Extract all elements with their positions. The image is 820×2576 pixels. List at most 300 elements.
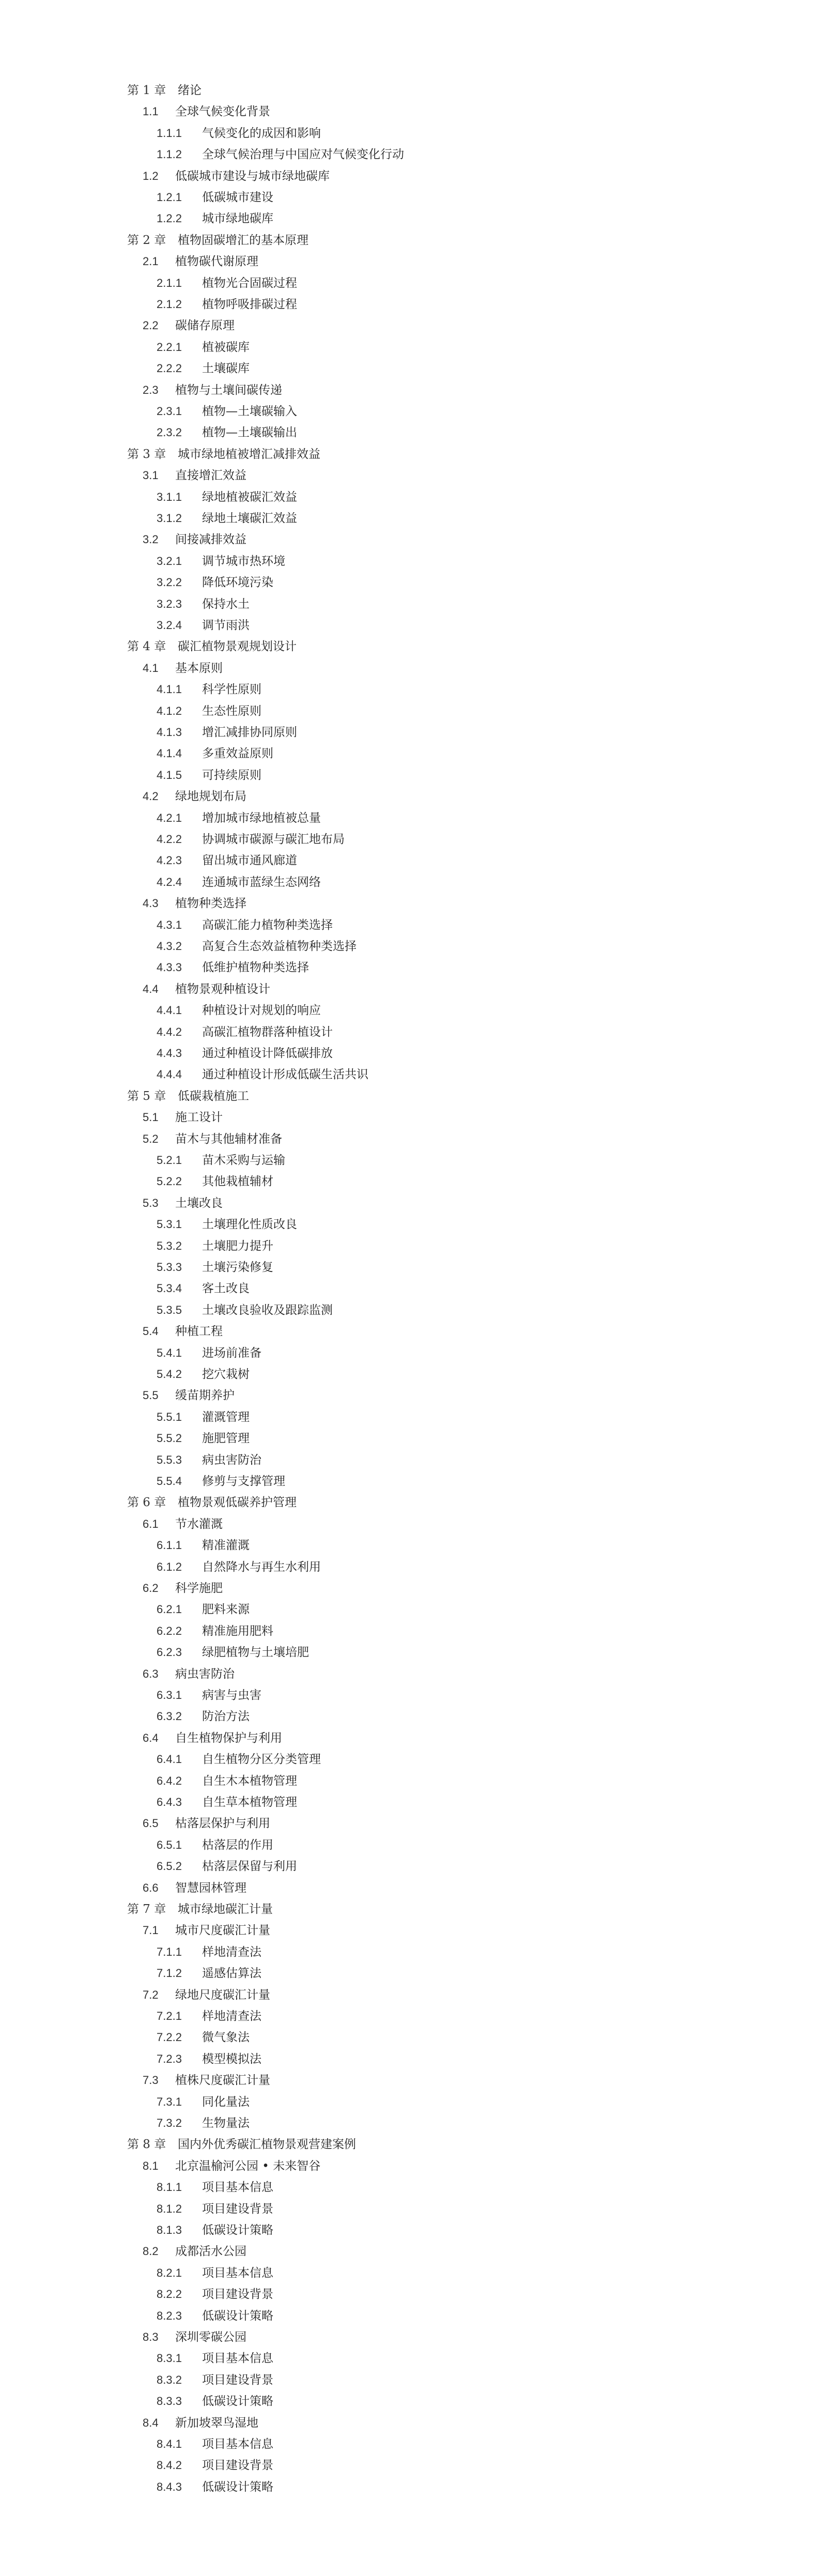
section-entry [143,1577,223,1599]
entry-number: 4.3.2 [157,940,182,953]
subsection-entry [157,914,333,936]
entry-number: 6.3.1 [157,1689,182,1701]
entry-number: 8.2.2 [157,2288,182,2301]
entry-number: 6.1.1 [157,1539,182,1552]
entry-number: 5.3.5 [157,1304,182,1316]
subsection-entry [157,2176,273,2198]
entry-title: 低碳城市建设与城市绿地碳库 [175,170,330,183]
subsection-entry [157,722,297,743]
subsection-entry [157,358,250,379]
entry-title: 枯落层的作用 [202,1838,273,1852]
entry-number: 5.3.4 [157,1282,182,1295]
entry-title: 低碳栽植施工 [178,1090,249,1103]
entry-number: 8.3.3 [157,2395,182,2408]
entry-number: 4.2.1 [157,811,182,824]
subsection-entry [157,764,261,786]
entry-number: 2.3.2 [157,426,182,439]
section-entry [143,978,270,1000]
entry-number: 6.6 [143,1881,159,1894]
section-entry [143,251,258,272]
subsection-entry [157,1941,261,1963]
subsection-entry [157,1428,250,1449]
entry-number: 5.4.2 [157,1368,182,1381]
subsection-entry [157,1556,321,1578]
entry-number: 4.4.3 [157,1047,182,1060]
entry-number: 5.3 [143,1197,159,1209]
entry-number: 8.4.3 [157,2480,182,2493]
entry-title: 植物固碳增汇的基本原理 [178,234,308,247]
entry-number: 8.1 [143,2159,159,2172]
entry-number: 2.2 [143,319,159,332]
section-entry [143,1984,270,2006]
entry-title: 协调城市碳源与碳汇地布局 [202,833,345,846]
entry-number: 6.5.2 [157,1860,182,1873]
entry-number: 3.2.3 [157,597,182,610]
subsection-entry [157,550,285,572]
section-entry [143,315,235,336]
entry-number: 第 6 章 [127,1496,166,1509]
entry-number: 4.3.1 [157,918,182,931]
chapter-heading [127,636,297,657]
subsection-entry [157,401,297,422]
entry-title: 模型模拟法 [202,2052,261,2066]
entry-title: 防治方法 [202,1710,250,1723]
entry-title: 项目建设背景 [202,2288,273,2301]
entry-number: 4.4.4 [157,1068,182,1081]
entry-number: 6.4.2 [157,1774,182,1787]
section-entry [143,1128,282,1150]
chapter-heading [127,2134,356,2155]
entry-number: 8.2.3 [157,2309,182,2322]
entry-number: 6.2.2 [157,1624,182,1637]
section-entry [143,1877,246,1899]
subsection-entry [157,1235,273,1257]
entry-title: 缓苗期养护 [175,1389,235,1402]
entry-title: 高复合生态效益植物种类选择 [202,940,357,953]
subsection-entry [157,2027,250,2048]
entry-number: 1.1.1 [157,127,182,140]
entry-title: 土壤污染修复 [202,1261,273,1274]
subsection-entry [157,679,261,700]
entry-title: 自生木本植物管理 [202,1774,297,1788]
entry-title: 项目建设背景 [202,2459,273,2472]
subsection-entry [157,850,297,871]
section-entry [143,2412,258,2434]
subsection-entry [157,1064,368,1085]
entry-title: 土壤理化性质改良 [202,1218,297,1231]
entry-title: 成都活水公园 [175,2245,246,2258]
entry-title: 施肥管理 [202,1432,250,1445]
entry-title: 通过种植设计形成低碳生活共识 [202,1068,368,1081]
entry-number: 6.3.2 [157,1710,182,1723]
section-entry [143,2326,246,2348]
entry-title: 植物—土壤碳输入 [202,405,297,418]
section-entry [143,2241,246,2262]
entry-number: 5.5.1 [157,1410,182,1423]
entry-number: 第 1 章 [127,84,166,97]
subsection-entry [157,2112,250,2134]
entry-number: 6.1 [143,1517,159,1530]
subsection-entry [157,1620,273,1642]
entry-number: 4.2.3 [157,854,182,867]
entry-title: 自生植物分区分类管理 [202,1753,321,1766]
subsection-entry [157,2262,273,2284]
entry-title: 进场前准备 [202,1346,261,1360]
entry-title: 项目基本信息 [202,2266,273,2280]
subsection-entry [157,294,297,315]
subsection-entry [157,2005,261,2027]
entry-number: 4.4 [143,983,159,995]
entry-number: 7.1.1 [157,1945,182,1958]
entry-number: 1.2.1 [157,191,182,204]
subsection-entry [157,572,273,593]
entry-title: 绿地规划布局 [175,790,246,803]
entry-number: 5.4.1 [157,1346,182,1359]
entry-title: 低碳城市建设 [202,191,273,204]
entry-number: 1.1 [143,105,159,118]
section-entry [143,1192,223,1214]
section-entry [143,465,246,486]
subsection-entry [157,336,250,358]
entry-number: 3.1.2 [157,512,182,525]
entry-title: 自然降水与再生水利用 [202,1560,321,1574]
entry-title: 直接增汇效益 [175,469,246,482]
entry-number: 8.2.1 [157,2266,182,2279]
entry-number: 5.5.2 [157,1432,182,1445]
entry-number: 5.2.2 [157,1175,182,1188]
entry-title: 植被碳库 [202,341,250,354]
section-entry [143,657,223,679]
entry-number: 6.1.2 [157,1560,182,1573]
entry-title: 灌溉管理 [202,1410,250,1424]
entry-title: 挖穴栽树 [202,1368,250,1381]
entry-title: 微气象法 [202,2031,250,2044]
entry-title: 项目基本信息 [202,2181,273,2194]
entry-title: 种植设计对规划的响应 [202,1004,321,1017]
subsection-entry [157,807,321,829]
section-entry [143,1920,270,1941]
subsection-entry [157,1791,297,1813]
subsection-entry [157,957,309,978]
entry-number: 4.1.1 [157,683,182,696]
entry-number: 3.2.2 [157,576,182,589]
section-entry [143,529,246,550]
subsection-entry [157,187,273,208]
entry-title: 同化量法 [202,2095,250,2109]
subsection-entry [157,2305,273,2327]
entry-title: 科学性原则 [202,683,261,696]
entry-number: 7.2 [143,1988,159,2001]
subsection-entry [157,144,404,165]
section-entry [143,1727,282,1749]
subsection-entry [157,1214,297,1235]
subsection-entry [157,2390,273,2412]
subsection-entry [157,1021,333,1043]
entry-title: 全球气候变化背景 [175,105,270,118]
entry-title: 间接减排效益 [175,533,246,546]
section-entry [143,101,270,122]
entry-number: 7.2.3 [157,2052,182,2065]
entry-number: 8.4.2 [157,2459,182,2472]
entry-title: 深圳零碳公园 [175,2330,246,2344]
entry-title: 遥感估算法 [202,1967,261,1980]
entry-number: 第 3 章 [127,448,166,461]
subsection-entry [157,1706,250,1727]
entry-title: 绿地植被碳汇效益 [202,490,297,504]
subsection-entry [157,871,321,893]
subsection-entry [157,743,273,764]
entry-title: 病害与虫害 [202,1689,261,1702]
entry-title: 国内外优秀碳汇植物景观营建案例 [178,2138,356,2151]
entry-title: 土壤改良 [175,1197,223,1210]
entry-number: 5.3.3 [157,1261,182,1274]
entry-title: 低维护植物种类选择 [202,961,309,974]
subsection-entry [157,1770,297,1792]
subsection-entry [157,2048,261,2070]
subsection-entry [157,1449,261,1471]
subsection-entry [157,2476,273,2498]
subsection-entry [157,2283,273,2305]
entry-title: 精准灌溉 [202,1539,250,1552]
entry-title: 病虫害防治 [202,1453,261,1467]
entry-title: 种植工程 [175,1325,223,1338]
section-entry [143,786,246,807]
entry-title: 城市绿地碳汇计量 [178,1903,273,1916]
subsection-entry [157,2455,273,2476]
entry-number: 5.3.1 [157,1218,182,1231]
entry-number: 8.3.2 [157,2373,182,2386]
subsection-entry [157,1299,333,1321]
entry-number: 5.5 [143,1389,159,1402]
subsection-entry [157,1684,261,1706]
entry-number: 8.1.2 [157,2202,182,2215]
section-entry [143,893,246,914]
entry-number: 第 4 章 [127,640,166,653]
entry-number: 7.2.1 [157,2010,182,2022]
entry-title: 留出城市通风廊道 [202,854,297,867]
entry-number: 3.2 [143,533,159,546]
section-entry [143,379,282,401]
entry-title: 项目建设背景 [202,2373,273,2387]
entry-number: 6.2 [143,1582,159,1594]
subsection-entry [157,1363,250,1385]
subsection-entry [157,1171,273,1192]
entry-number: 4.4.1 [157,1004,182,1017]
subsection-entry [157,1278,250,1299]
entry-number: 2.1.1 [157,277,182,289]
entry-title: 项目建设背景 [202,2202,273,2216]
subsection-entry [157,2219,273,2241]
entry-number: 6.4.1 [157,1753,182,1766]
entry-number: 第 7 章 [127,1903,166,1916]
entry-title: 苗木与其他辅材准备 [175,1132,282,1146]
entry-number: 3.1.1 [157,490,182,503]
entry-number: 4.3 [143,897,159,910]
entry-title: 绿肥植物与土壤培肥 [202,1646,309,1659]
section-entry [143,1813,270,1834]
chapter-heading [127,1085,249,1107]
subsection-entry [157,700,261,722]
entry-title: 植物与土壤间碳传递 [175,384,282,397]
subsection-entry [157,1599,250,1620]
section-entry [143,2155,320,2177]
entry-title: 城市尺度碳汇计量 [175,1924,270,1937]
entry-number: 7.1.2 [157,1967,182,1980]
section-entry [143,1663,235,1685]
entry-number: 5.4 [143,1325,159,1338]
entry-title: 碳储存原理 [175,319,235,332]
section-entry [143,1107,223,1128]
subsection-entry [157,486,297,508]
entry-number: 7.2.2 [157,2031,182,2044]
entry-title: 碳汇植物景观规划设计 [178,640,297,653]
subsection-entry [157,615,250,636]
entry-number: 8.4 [143,2416,159,2429]
entry-title: 科学施肥 [175,1582,223,1595]
entry-title: 样地清查法 [202,2010,261,2023]
entry-title: 植物碳代谢原理 [175,255,258,268]
entry-title: 多重效益原则 [202,747,273,760]
entry-number: 第 8 章 [127,2138,166,2151]
entry-number: 第 2 章 [127,234,166,247]
entry-number: 2.3.1 [157,405,182,418]
entry-number: 5.1 [143,1111,159,1124]
entry-number: 5.5.3 [157,1453,182,1466]
entry-number: 6.4 [143,1731,159,1744]
chapter-heading [127,80,202,101]
entry-title: 增加城市绿地植被总量 [202,811,321,825]
entry-title: 高碳汇植物群落种植设计 [202,1025,333,1039]
entry-title: 城市绿地碳库 [202,212,273,225]
entry-title: 枯落层保留与利用 [202,1860,297,1873]
entry-title: 其他栽植辅材 [202,1175,273,1188]
entry-title: 保持水土 [202,597,250,611]
entry-title: 施工设计 [175,1111,223,1124]
entry-title: 自生植物保护与利用 [175,1731,282,1745]
entry-title: 项目基本信息 [202,2352,273,2365]
entry-number: 2.2.1 [157,341,182,354]
entry-title: 修剪与支撑管理 [202,1475,285,1488]
entry-title: 植物光合固碳过程 [202,277,297,290]
subsection-entry [157,593,250,615]
entry-number: 4.1.4 [157,747,182,760]
chapter-heading [127,443,320,465]
subsection-entry [157,1856,297,1877]
entry-number: 1.2.2 [157,212,182,225]
entry-number: 7.3.2 [157,2117,182,2129]
entry-number: 7.3 [143,2074,159,2087]
subsection-entry [157,1256,273,1278]
entry-title: 北京温榆河公园 • 未来智谷 [175,2159,321,2173]
entry-title: 低碳设计策略 [202,2480,273,2494]
entry-number: 3.2.1 [157,555,182,568]
entry-number: 4.2.2 [157,833,182,846]
subsection-entry [157,936,357,957]
entry-number: 2.1 [143,255,159,268]
entry-number: 4.3.3 [157,961,182,974]
entry-title: 调节城市热环境 [202,555,285,568]
subsection-entry [157,272,297,294]
section-entry [143,1321,223,1342]
entry-number: 3.2.4 [157,619,182,632]
subsection-entry [157,1642,309,1663]
subsection-entry [157,2198,273,2220]
entry-title: 病虫害防治 [175,1667,235,1681]
entry-number: 8.3 [143,2330,159,2343]
entry-number: 8.4.1 [157,2437,182,2450]
entry-title: 生物量法 [202,2117,250,2130]
entry-title: 植物—土壤碳输出 [202,426,297,439]
entry-number: 3.1 [143,469,159,482]
entry-title: 降低环境污染 [202,576,273,589]
subsection-entry [157,2348,273,2369]
entry-title: 低碳设计策略 [202,2224,273,2237]
entry-number: 2.2.2 [157,362,182,375]
entry-number: 5.3.2 [157,1239,182,1252]
subsection-entry [157,1042,333,1064]
entry-title: 土壤改良验收及跟踪监测 [202,1304,333,1317]
entry-title: 土壤碳库 [202,362,250,375]
entry-number: 5.5.4 [157,1475,182,1488]
entry-title: 植物景观种植设计 [175,983,270,996]
entry-number: 4.4.2 [157,1025,182,1038]
entry-number: 6.2.1 [157,1603,182,1616]
entry-number: 4.2.4 [157,876,182,888]
entry-title: 绿地尺度碳汇计量 [175,1988,270,2002]
entry-title: 土壤肥力提升 [202,1239,273,1253]
entry-title: 植株尺度碳汇计量 [175,2074,270,2087]
chapter-heading [127,229,308,251]
entry-number: 4.1 [143,662,159,674]
subsection-entry [157,208,273,229]
entry-number: 8.1.1 [157,2181,182,2194]
section-entry [143,165,330,187]
entry-title: 全球气候治理与中国应对气候变化行动 [202,148,404,161]
entry-title: 低碳设计策略 [202,2309,273,2323]
subsection-entry [157,1149,285,1171]
entry-number: 6.2.3 [157,1646,182,1659]
entry-number: 7.1 [143,1924,159,1937]
entry-title: 连通城市蓝绿生态网络 [202,876,321,889]
section-entry [143,2069,270,2091]
entry-title: 低碳设计策略 [202,2395,273,2408]
entry-title: 可持续原则 [202,769,261,782]
entry-title: 高碳汇能力植物种类选择 [202,918,333,932]
entry-number: 1.1.2 [157,148,182,161]
entry-title: 智慧园林管理 [175,1881,246,1895]
entry-number: 4.1.2 [157,704,182,717]
entry-title: 植物种类选择 [175,897,246,910]
entry-title: 肥料来源 [202,1603,250,1616]
subsection-entry [157,1406,250,1428]
subsection-entry [157,2369,273,2391]
subsection-entry [157,508,297,529]
entry-number: 1.2 [143,170,159,182]
subsection-entry [157,2091,250,2113]
entry-title: 植物景观低碳养护管理 [178,1496,297,1509]
section-entry [143,1513,223,1535]
entry-title: 自生草本植物管理 [202,1796,297,1809]
entry-number: 6.5.1 [157,1838,182,1851]
entry-title: 绿地土壤碳汇效益 [202,512,297,525]
subsection-entry [157,829,345,850]
entry-title: 植物呼吸排碳过程 [202,298,297,311]
subsection-entry [157,1962,261,1984]
entry-number: 7.3.1 [157,2095,182,2108]
chapter-heading [127,1898,273,1920]
entry-title: 样地清查法 [202,1945,261,1959]
subsection-entry [157,1342,261,1364]
